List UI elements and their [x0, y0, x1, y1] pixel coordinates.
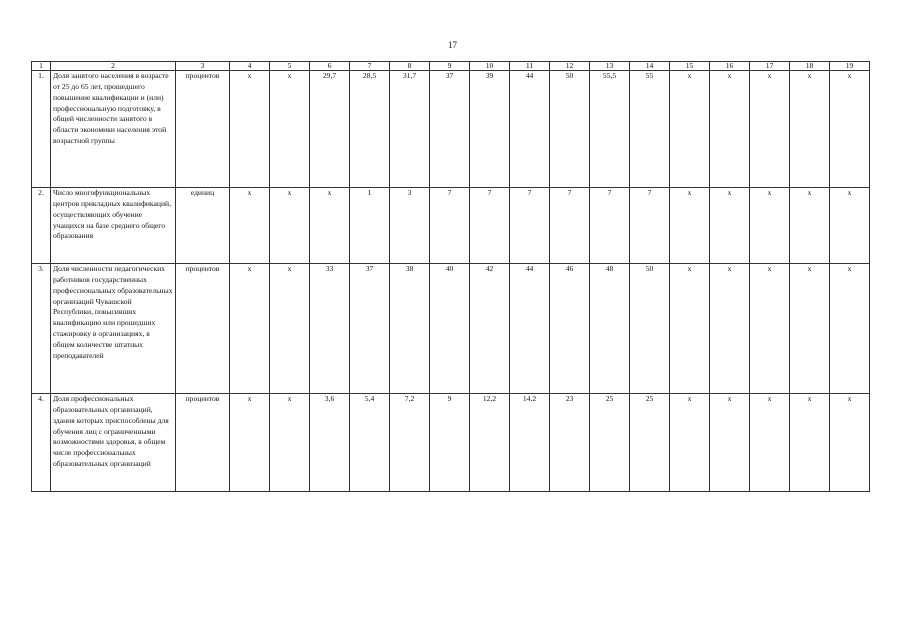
value-cell: х: [270, 188, 310, 264]
value-cell: 12,2: [470, 394, 510, 492]
column-header: 8: [390, 62, 430, 71]
unit-cell: процентов: [176, 394, 230, 492]
value-cell: х: [310, 188, 350, 264]
value-cell: х: [710, 394, 750, 492]
value-cell: 25: [630, 394, 670, 492]
value-cell: х: [670, 188, 710, 264]
value-cell: х: [790, 188, 830, 264]
value-cell: 7: [550, 188, 590, 264]
indicator-name: Доля занятого населения в возрасте от 25 до 65 лет, прошедшего повышение квалификации и (или) профессиональную подготовку, в общей численности занятого в области экономики населения этой возрастной группы: [51, 71, 176, 188]
value-cell: 42: [470, 264, 510, 394]
value-cell: 50: [550, 71, 590, 188]
value-cell: 7: [510, 188, 550, 264]
table-row: [32, 188, 870, 264]
value-cell: х: [830, 394, 870, 492]
value-cell: х: [750, 71, 790, 188]
value-cell: х: [710, 188, 750, 264]
value-cell: 40: [430, 264, 470, 394]
indicators-table: [31, 61, 870, 492]
value-cell: 46: [550, 264, 590, 394]
table-row: [32, 71, 870, 188]
column-header: 6: [310, 62, 350, 71]
value-cell: 39: [470, 71, 510, 188]
unit-cell: процентов: [176, 264, 230, 394]
value-cell: 37: [430, 71, 470, 188]
value-cell: х: [670, 264, 710, 394]
column-header: 2: [51, 62, 176, 71]
value-cell: 48: [590, 264, 630, 394]
value-cell: х: [670, 394, 710, 492]
row-number: 2.: [32, 188, 51, 264]
value-cell: х: [270, 71, 310, 188]
value-cell: х: [750, 394, 790, 492]
value-cell: х: [230, 188, 270, 264]
value-cell: 33: [310, 264, 350, 394]
value-cell: 7: [630, 188, 670, 264]
value-cell: х: [230, 264, 270, 394]
column-header: 1: [32, 62, 51, 71]
value-cell: х: [830, 71, 870, 188]
value-cell: 37: [350, 264, 390, 394]
column-header: 16: [710, 62, 750, 71]
column-header: 3: [176, 62, 230, 71]
row-number: 4.: [32, 394, 51, 492]
column-header: 4: [230, 62, 270, 71]
value-cell: 23: [550, 394, 590, 492]
table-row: [32, 264, 870, 394]
table-row: [32, 394, 870, 492]
value-cell: х: [790, 71, 830, 188]
column-header: 13: [590, 62, 630, 71]
row-number: 3.: [32, 264, 51, 394]
value-cell: 3: [390, 188, 430, 264]
value-cell: х: [790, 264, 830, 394]
column-header: 18: [790, 62, 830, 71]
value-cell: 1: [350, 188, 390, 264]
column-header: 7: [350, 62, 390, 71]
value-cell: х: [750, 188, 790, 264]
value-cell: 3,6: [310, 394, 350, 492]
value-cell: 5,4: [350, 394, 390, 492]
value-cell: 29,7: [310, 71, 350, 188]
value-cell: 7: [430, 188, 470, 264]
column-header: 12: [550, 62, 590, 71]
value-cell: х: [830, 264, 870, 394]
value-cell: х: [230, 394, 270, 492]
row-number: 1.: [32, 71, 51, 188]
column-header: 14: [630, 62, 670, 71]
unit-cell: единиц: [176, 188, 230, 264]
value-cell: 7,2: [390, 394, 430, 492]
value-cell: 7: [590, 188, 630, 264]
column-header: 17: [750, 62, 790, 71]
value-cell: х: [670, 71, 710, 188]
value-cell: х: [270, 394, 310, 492]
value-cell: х: [750, 264, 790, 394]
value-cell: 25: [590, 394, 630, 492]
value-cell: 28,5: [350, 71, 390, 188]
value-cell: 55: [630, 71, 670, 188]
column-header: 19: [830, 62, 870, 71]
indicator-name: Доля численности педагогических работников государственных профессиональных образовательных организаций Чувашской Республики, повысивших квалификацию или прошедших стажировку в организациях, в общем количестве штатных преподавателей: [51, 264, 176, 394]
value-cell: 14,2: [510, 394, 550, 492]
value-cell: х: [710, 264, 750, 394]
value-cell: 55,5: [590, 71, 630, 188]
value-cell: 50: [630, 264, 670, 394]
value-cell: 38: [390, 264, 430, 394]
value-cell: 44: [510, 264, 550, 394]
column-header: 11: [510, 62, 550, 71]
value-cell: 7: [470, 188, 510, 264]
value-cell: 9: [430, 394, 470, 492]
indicator-name: Число многофункциональных центров прикладных квалификаций, осуществляющих обучение учащихся на базе среднего общего образования: [51, 188, 176, 264]
unit-cell: процентов: [176, 71, 230, 188]
value-cell: х: [270, 264, 310, 394]
value-cell: 31,7: [390, 71, 430, 188]
indicator-name: Доля профессиональных образовательных организаций, здания которых приспособлены для обучения лиц с ограниченными возможностями здоровья, в общем числе профессиональных образовательных организаций: [51, 394, 176, 492]
column-header: 5: [270, 62, 310, 71]
page-number: 17: [448, 40, 457, 50]
column-header: 9: [430, 62, 470, 71]
column-header: 10: [470, 62, 510, 71]
value-cell: х: [230, 71, 270, 188]
column-header: 15: [670, 62, 710, 71]
value-cell: х: [830, 188, 870, 264]
value-cell: х: [710, 71, 750, 188]
value-cell: 44: [510, 71, 550, 188]
table-header-row: [32, 62, 870, 71]
value-cell: х: [790, 394, 830, 492]
